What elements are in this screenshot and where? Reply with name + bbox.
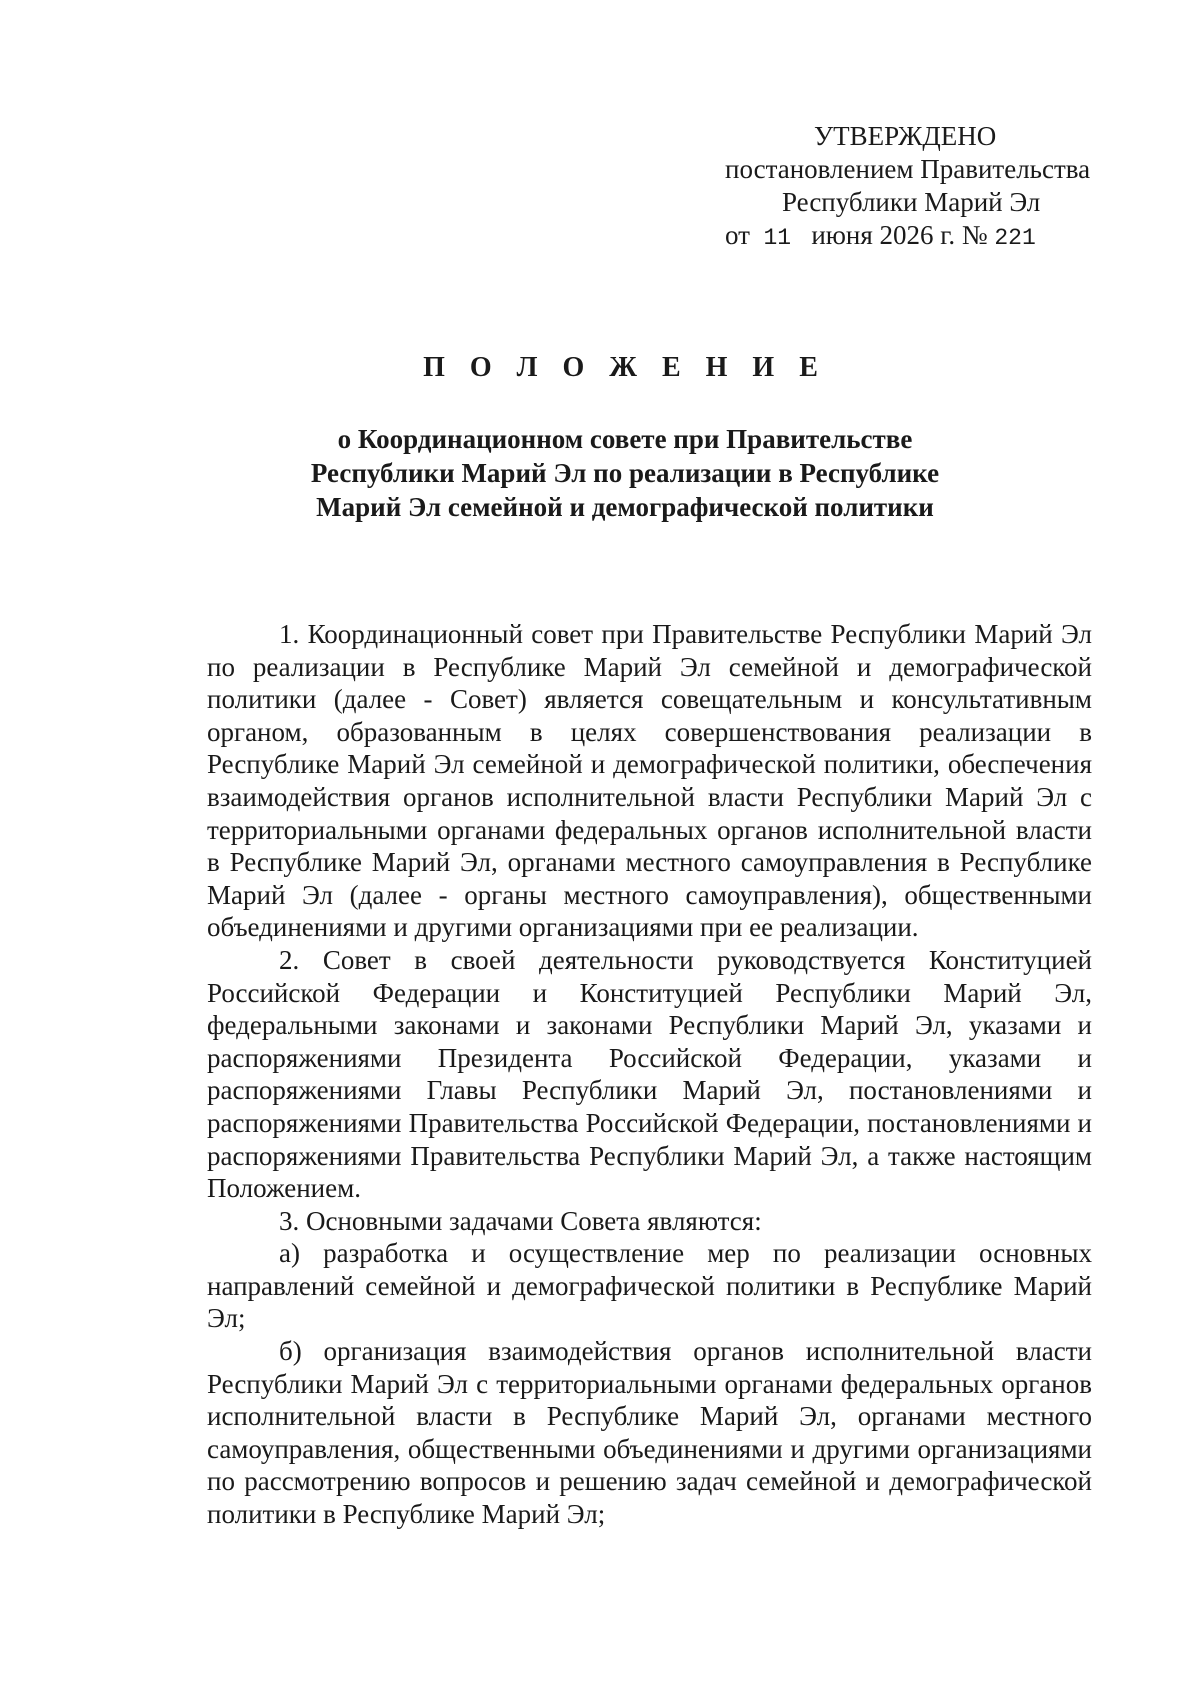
document-title: П О Л О Ж Е Н И Е (423, 352, 827, 383)
approval-government-line: Республики Марий Эл (782, 187, 1041, 217)
subtitle-line: Республики Марий Эл по реализации в Республике (310, 458, 940, 488)
date-month-year: июня 2026 г. № (811, 220, 988, 250)
subtitle-line: Марий Эл семейной и демографической политики (316, 492, 934, 522)
paragraph-3a: а) разработка и осуществление мер по реализации основных направлений семейной и демографической политики в Республике Марий Эл; (207, 1238, 1092, 1334)
document-body (207, 618, 1092, 1531)
document-subtitle (0, 422, 1200, 524)
paragraph-3b: б) организация взаимодействия органов исполнительной власти Республики Марий Эл с территориальными органами федеральных органов исполнительной власти в Республике Марий Эл, органами местного самоуправления, общественными объединениями и другими организациями по рассмотрению вопросов и решению задач семейной и демографической политики в Республике Марий Эл; (207, 1336, 1092, 1530)
approval-resolution-line: постановлением Правительства (725, 154, 1091, 184)
approval-date-line (700, 219, 1120, 255)
paragraph-2: 2. Совет в своей деятельности руководствуется Конституцией Российской Федерации и Конституцией Республики Марий Эл, федеральными законами и законами Республики Марий Эл, указами и распоряжениями Президента Российской Федерации, указами и распоряжениями Главы Республики Марий Эл, постановлениями и распоряжениями Правительства Российской Федерации, постановлениями и распоряжениями Правительства Республики Марий Эл, а также настоящим Положением. (207, 944, 1092, 1204)
document-number: 221 (994, 225, 1036, 251)
date-prefix: от (725, 220, 750, 250)
date-day: 11 (763, 225, 792, 251)
paragraph-3: 3. Основными задачами Совета являются: (279, 1205, 762, 1236)
approval-block (700, 120, 1120, 255)
subtitle-line: о Координационном совете при Правительстве (337, 424, 913, 454)
paragraph-1: 1. Координационный совет при Правительстве Республики Марий Эл по реализации в Республике Марий Эл семейной и демографической политики (далее - Совет) является совещательным и консультативным органом, образованным в целях совершенствования реализации в Республике Марий Эл семейной и демографической политики, обеспечения взаимодействия органов исполнительной власти Республики Марий Эл с территориальными органами федеральных органов исполнительной власти в Республике Марий Эл, органами местного самоуправления в Республике Марий Эл (далее - органы местного самоуправления), общественными объединениями и другими организациями при ее реализации. (207, 619, 1092, 943)
approval-heading: УТВЕРЖДЕНО (814, 121, 997, 151)
